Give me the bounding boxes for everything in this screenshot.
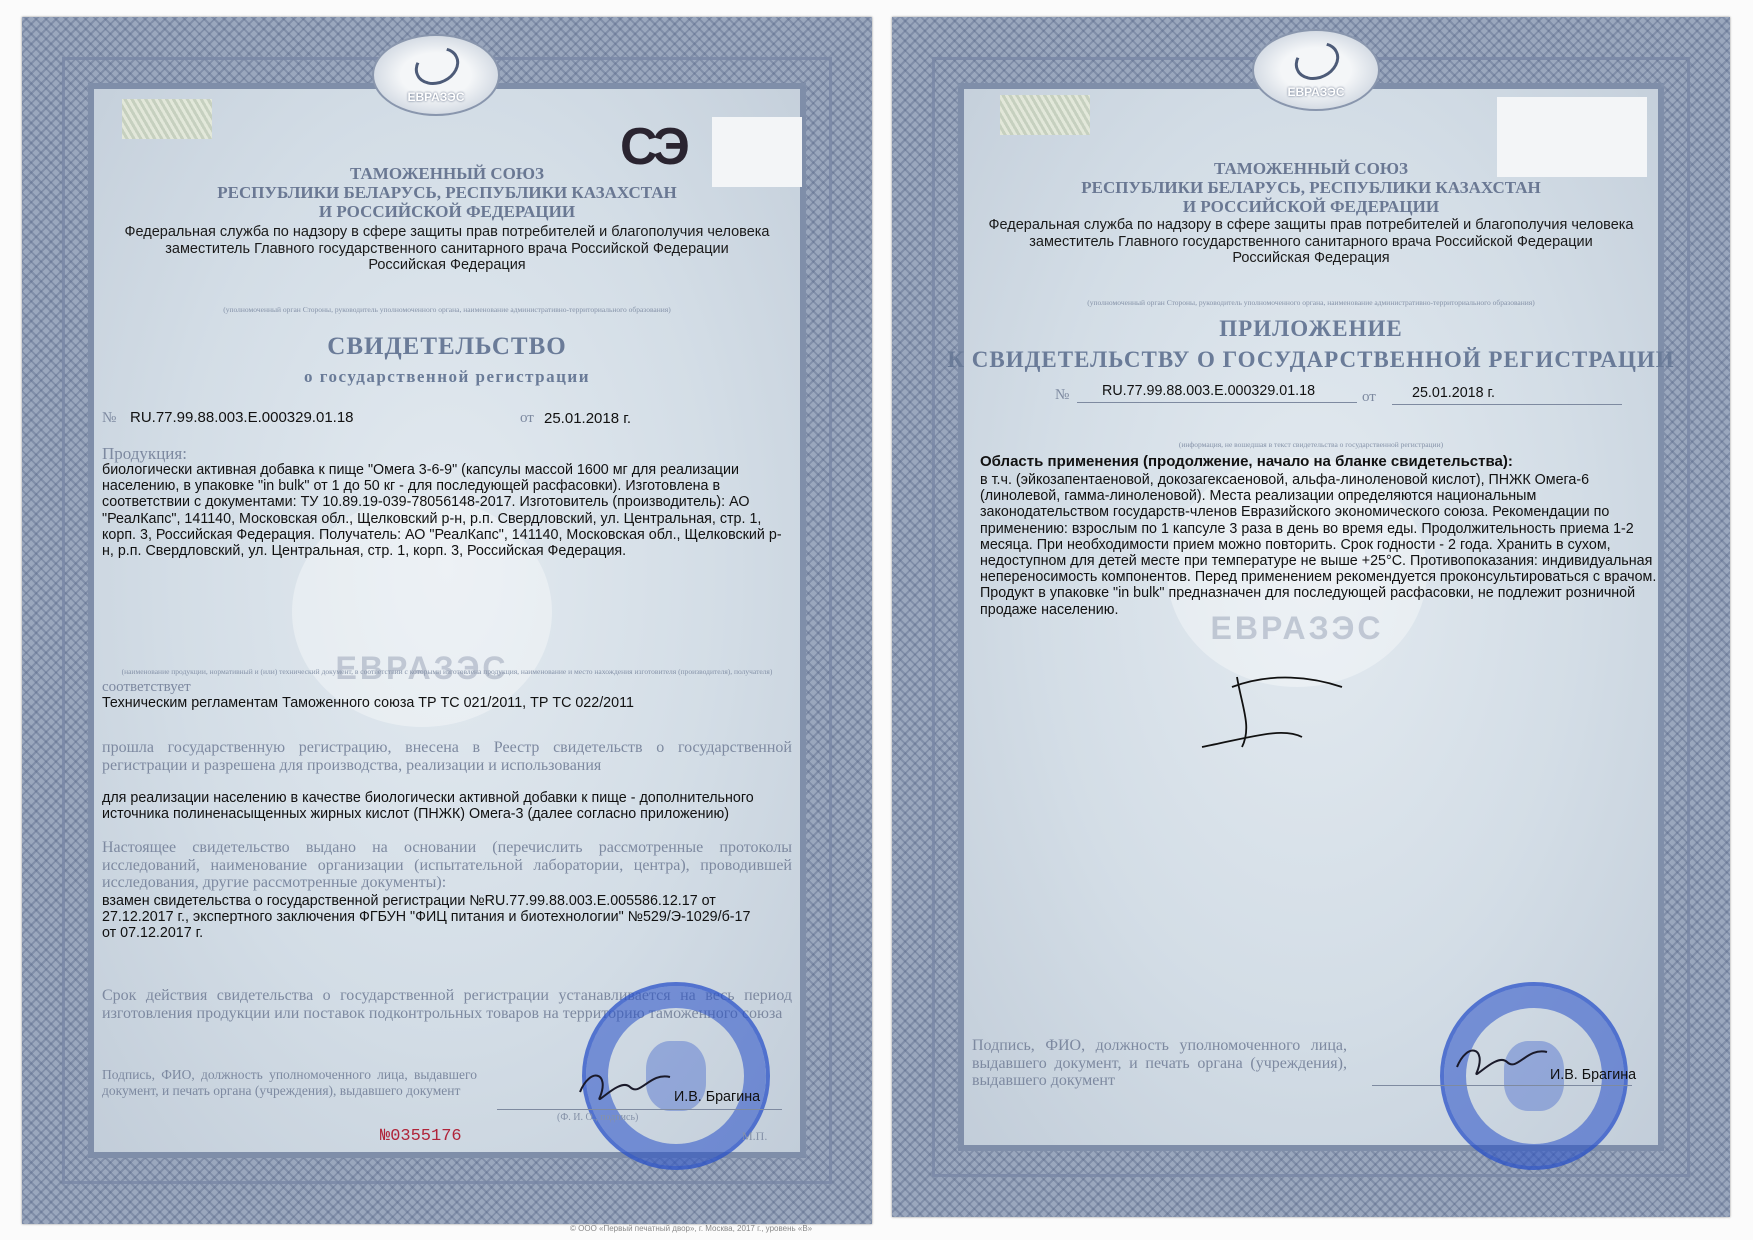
signature-line [497, 1109, 782, 1110]
header: ТАМОЖЕННЫЙ СОЮЗ РЕСПУБЛИКИ БЕЛАРУСЬ, РЕСПУБЛИКИ КАЗАХСТАН И РОССИЙСКОЙ ФЕДЕРАЦИИ [1081, 159, 1541, 216]
basis-label: Настоящее свидетельство выдано на основании (перечислить рассмотренные протоколы исследований, наименование организации (испытательной лаборатории, центра), проводившей исследования, другие рассмотренные документы): [102, 839, 792, 891]
stamp-note: М.П. [742, 1129, 768, 1143]
basis-text: взамен свидетельства о государственной регистрации №RU.77.99.88.003.Е.005586.12.17 от 27.12.2017 г., экспертного заключения ФГБУН "ФИЦ питания и биотехнологии" №529/Э-1029/б-17 от 07.12.2017 г. [102, 893, 751, 942]
printer-footer: © ООО «Первый печатный двор», г. Москва, 2017 г., уровень «В» [570, 1224, 813, 1233]
info-note: (информация, не вошедшая в текст свидетельства о государственной регистрации) [1178, 440, 1444, 449]
date-line [1392, 404, 1622, 405]
conformity-mark: СЭ [620, 118, 686, 176]
serial-number: №0355176 [380, 1127, 462, 1146]
date-label: от [1362, 389, 1376, 405]
watermark-emblem: ЕВРАЗЭС [1167, 457, 1427, 687]
signer-note: (Ф. И. О., подпись) [557, 1112, 639, 1123]
product-note: (наименование продукции, нормативный и (или) технический документ, в соответствии с которыми изготовлена продукция, наименование и место нахождения изготовителя (производителя), получателя) [121, 667, 773, 676]
number-label: № [1055, 387, 1070, 403]
product-text: биологически активная добавка к пище "Омега 3-6-9" (капсулы массой 1600 мг для реализации населению, в упаковке "in bulk" от 1 до 50 кг - для последующей расфасовки). Изготовлена в соответствии с документами: ТУ 10.89.19-039-78056148-2017. Изготовитель (производитель): АО "РеалКапс", 141140, Московская обл., Щелковский р-н, р.п. Свердловский, ул. Центральная, стр. 1, корп. 3, Российская Федерация. Получатель: АО "РеалКапс", 141140, Московская обл., Щелковский р-н, р.п. Свердловский, ул. Центральная, стр. 1, корп. 3, Российская Федерация. [102, 462, 782, 560]
signer-name: И.В. Брагина [1550, 1067, 1637, 1083]
authority: Федеральная служба по надзору в сфере защиты прав потребителей и благополучия человека заместитель Главного государственного санитарного врача Российской Федерации Российская Федерация [124, 224, 770, 273]
number-label: № [102, 410, 117, 426]
watermark-emblem: ЕВРАЗЭС [292, 497, 552, 727]
cert-date: 25.01.2018 г. [544, 410, 632, 427]
signature [570, 1062, 680, 1112]
authority-note: (уполномоченный орган Стороны, руководитель уполномоченного органа, наименование административно-территориального образования) [223, 305, 671, 314]
signature [1447, 1037, 1557, 1087]
conforms-text: Техническим регламентам Таможенного союза ТР ТС 021/2011, ТР ТС 022/2011 [102, 695, 634, 711]
signature-label: Подпись, ФИО, должность уполномоченного лица, выдавшего документ, и печать органа (учреждения), выдавшего документ [972, 1037, 1347, 1089]
hologram [122, 99, 212, 139]
authority-note: (уполномоченный орган Стороны, руководитель уполномоченного органа, наименование административно-территориального образования) [1087, 298, 1535, 307]
header: ТАМОЖЕННЫЙ СОЮЗ РЕСПУБЛИКИ БЕЛАРУСЬ, РЕСПУБЛИКИ КАЗАХСТАН И РОССИЙСКОЙ ФЕДЕРАЦИИ [217, 164, 677, 221]
date-label: от [520, 410, 534, 426]
signature-line [1372, 1085, 1632, 1086]
validity-label: Срок действия свидетельства о государственной регистрации устанавливается на весь период изготовления продукции или поставок подконтрольных товаров на территорию таможенного союза [102, 987, 792, 1022]
usage-text: для реализации населению в качестве биологически активной добавки к пище - дополнительного источника полиненасыщенных жирных кислот (ПНЖК) Омега-3 (далее согласно приложению) [102, 790, 754, 823]
doc-title: ПРИЛОЖЕНИЕ К СВИДЕТЕЛЬСТВУ О ГОСУДАРСТВЕННОЙ РЕГИСТРАЦИИ [947, 316, 1675, 372]
certificate-page [22, 17, 872, 1224]
doc-title: СВИДЕТЕЛЬСТВО [327, 333, 567, 360]
hologram [1000, 95, 1090, 135]
cert-number: RU.77.99.88.003.Е.000329.01.18 [130, 409, 354, 426]
appendix-page [892, 17, 1730, 1217]
doc-subtitle: о государственной регистрации [303, 367, 591, 386]
cert-date: 25.01.2018 г. [1412, 385, 1495, 401]
eurasec-logo: ЕВРАЗЭС [1252, 29, 1380, 111]
product-label: Продукция: [102, 444, 187, 463]
authority: Федеральная служба по надзору в сфере защиты прав потребителей и благополучия человека заместитель Главного государственного санитарного врача Российской Федерации Российская Федерация [988, 217, 1634, 266]
section-title: Область применения (продолжение, начало на бланке свидетельства): [980, 453, 1513, 470]
signature-label: Подпись, ФИО, должность уполномоченного лица, выдавшего документ, и печать органа (учреждения), выдавшего документ [102, 1067, 477, 1098]
number-line [1077, 402, 1357, 403]
conforms-label: соответствует [102, 679, 191, 695]
section-text: в т.ч. (эйкозапентаеновой, докозагексаеновой, альфа-линоленовой кислот), ПНЖК Омега-6 (линолевой, гамма-линоленовой). Места реализации определяются национальным законодательством государств-членов Евразийского экономического союза. Рекомендации по применению: взрослым по 1 капсуле 3 раза в день во время еды. Продолжительность приема 1-2 месяца. При необходимости прием можно повторить. Срок годности - 2 года. Хранить в сухом, недоступном для детей месте при температуре не выше +25°С. Противопоказания: индивидуальная непереносимость компонентов. Перед применением рекомендуется проконсультироваться с врачом. Продукт в упаковке "in bulk" предназначен для последующей расфасовки, не подлежит розничной продаже населению. [980, 472, 1657, 618]
signature-mark [1192, 667, 1362, 757]
eurasec-logo: ЕВРАЗЭС [372, 34, 500, 116]
registered-label: прошла государственную регистрацию, внесена в Реестр свидетельств о государственной регистрации и разрешена для производства, реализации и использования [102, 739, 792, 774]
cert-number: RU.77.99.88.003.Е.000329.01.18 [1102, 383, 1316, 399]
signer-name: И.В. Брагина [674, 1089, 761, 1105]
